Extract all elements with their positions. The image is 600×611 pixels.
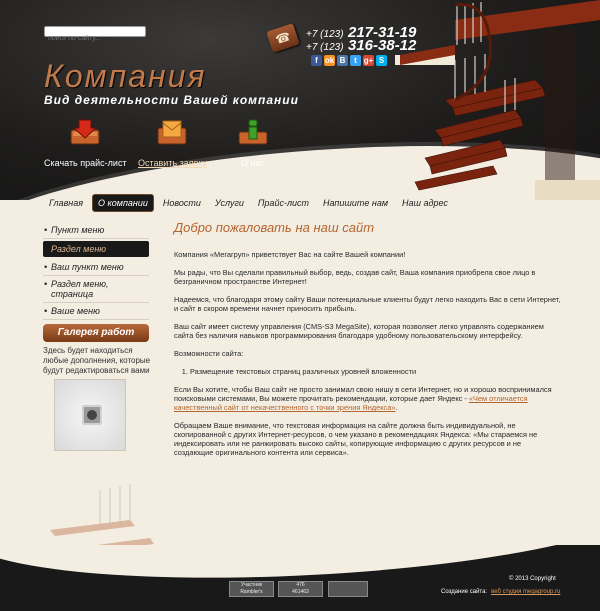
liveinternet-counter[interactable] <box>278 581 323 597</box>
odnoklassniki-icon[interactable]: ok <box>324 56 335 65</box>
main-content <box>174 220 562 466</box>
skype-icon[interactable]: S <box>376 55 387 66</box>
sidebar-menu <box>43 222 149 320</box>
twitter-icon[interactable]: t <box>350 55 361 66</box>
vkontakte-icon[interactable]: B <box>337 55 348 66</box>
studio-link[interactable]: веб студия megagroup.ru <box>491 589 561 595</box>
phone-digits: 217-31-19 <box>347 24 417 41</box>
nav-item-news[interactable]: Новости <box>162 198 201 208</box>
facebook-icon[interactable]: f <box>311 55 322 66</box>
nav-item-home[interactable]: Главная <box>49 198 84 208</box>
page-title: Добро пожаловать на наш сайт <box>174 220 375 235</box>
download-price-button[interactable] <box>44 118 127 168</box>
about-button[interactable] <box>236 118 270 168</box>
gallery-heading[interactable]: Галерея работ <box>43 324 149 342</box>
phone-icon: ☎ <box>266 23 299 53</box>
sidebar-item-active[interactable]: Раздел меню <box>43 241 149 257</box>
info-icon <box>236 118 270 148</box>
envelope-icon <box>155 118 189 148</box>
counter-line: 461463 <box>292 589 309 595</box>
company-logo[interactable]: Компания <box>44 58 207 94</box>
yandex-recommendations-link[interactable]: «Чем отличается качественный сайт от некачественного с точки зрения Яндекса» <box>174 394 528 412</box>
copyright: © 2013 Copyright <box>509 576 556 582</box>
sidebar-item[interactable]: • Пункт меню <box>43 222 149 239</box>
paragraph-yandex <box>174 385 562 412</box>
phone-code: +7 (123) <box>306 29 344 40</box>
credits-label: Создание сайта: <box>441 589 488 595</box>
about-label: О нас <box>241 158 265 168</box>
google-plus-icon[interactable]: g+ <box>363 56 374 65</box>
paragraph: Мы рады, что Вы сделали правильный выбор, ведь, создав сайт, Ваша компания приобрела свое лицо в безграничном пространстве Интернет! <box>174 268 536 286</box>
main-navigation <box>44 194 457 212</box>
camera-icon <box>82 405 102 425</box>
download-icon <box>68 118 102 148</box>
stats-counter[interactable] <box>328 581 368 597</box>
paragraph: Ваш сайт имеет систему управления (CMS-S3 MegaSite), которая позволяет легко управлять содержанием сайта без наличия навыков программирования благодаря удобному пользовательскому интерфейсу. <box>174 322 544 340</box>
nav-item-services[interactable]: Услуги <box>214 198 244 208</box>
social-links <box>311 55 387 66</box>
header <box>0 0 600 200</box>
leave-request-label: Оставить заявку <box>138 158 207 168</box>
paragraph-text: Если Вы хотите, чтобы Ваш сайт не просто занимал свою нишу в сети Интернет, но и хорошо воспринимался поисковыми системами, Вы можете прочитать рекомендации, которые дает Яндекс - <box>174 385 552 403</box>
nav-item-contact[interactable]: Напишите нам <box>323 198 388 208</box>
rambler-counter[interactable] <box>229 581 274 597</box>
sidebar-item[interactable]: • Раздел меню, страница <box>43 276 149 303</box>
download-price-label: Скачать прайс-лист <box>44 158 127 168</box>
search-input[interactable] <box>45 34 145 43</box>
counter-line: Rambler's <box>240 589 263 595</box>
counter-line: 476 <box>296 582 305 588</box>
nav-item-price-list[interactable]: Прайс-лист <box>257 198 310 208</box>
phone-code: +7 (123) <box>306 42 344 53</box>
gallery-thumbnail[interactable] <box>54 379 126 451</box>
features-list <box>190 367 562 376</box>
nav-item-about-company[interactable]: О компании <box>92 194 154 212</box>
gallery-description: Здесь будет находиться любые дополнения, которые будут редактироваться вами <box>43 346 151 375</box>
paragraph-end: . <box>395 403 398 412</box>
paragraph: Возможности сайта: <box>174 349 244 358</box>
company-tagline: Вид деятельности Вашей компании <box>44 93 299 107</box>
sidebar-item[interactable]: • Ваше меню <box>43 303 149 320</box>
counter-line: Участник <box>240 582 263 588</box>
leave-request-button[interactable] <box>138 118 207 168</box>
paragraph: Компания «Мегагруп» приветствует Вас на сайте Вашей компании! <box>174 250 406 259</box>
staircase-image <box>395 0 600 200</box>
site-credits <box>441 589 560 595</box>
sidebar-item[interactable]: • Ваш пункт меню <box>43 259 149 276</box>
nav-item-address[interactable]: Наш адрес <box>402 198 448 208</box>
paragraph: Обращаем Ваше внимание, что текстовая информация на сайте должна быть индивидуальной, не скопированной с других Интернет-ресурсов, о чем указано в рекомендациях Яндекса: «Мы стараемся не индексировать или не ранжировать высоко сайты, копирующие информацию с других ресурсов и не создающие оригинального контента или сервиса». <box>174 421 538 457</box>
list-item: 1. Размещение текстовых страниц различных уровней вложенности <box>190 367 562 376</box>
search-box[interactable] <box>44 26 146 37</box>
phone-digits: 316-38-12 <box>347 37 417 54</box>
paragraph: Надеемся, что благодаря этому сайту Ваши потенциальные клиенты будут легко находить Вас в сети Интернет, и сайт в скором времени начнет приносить прибыль. <box>174 295 561 313</box>
